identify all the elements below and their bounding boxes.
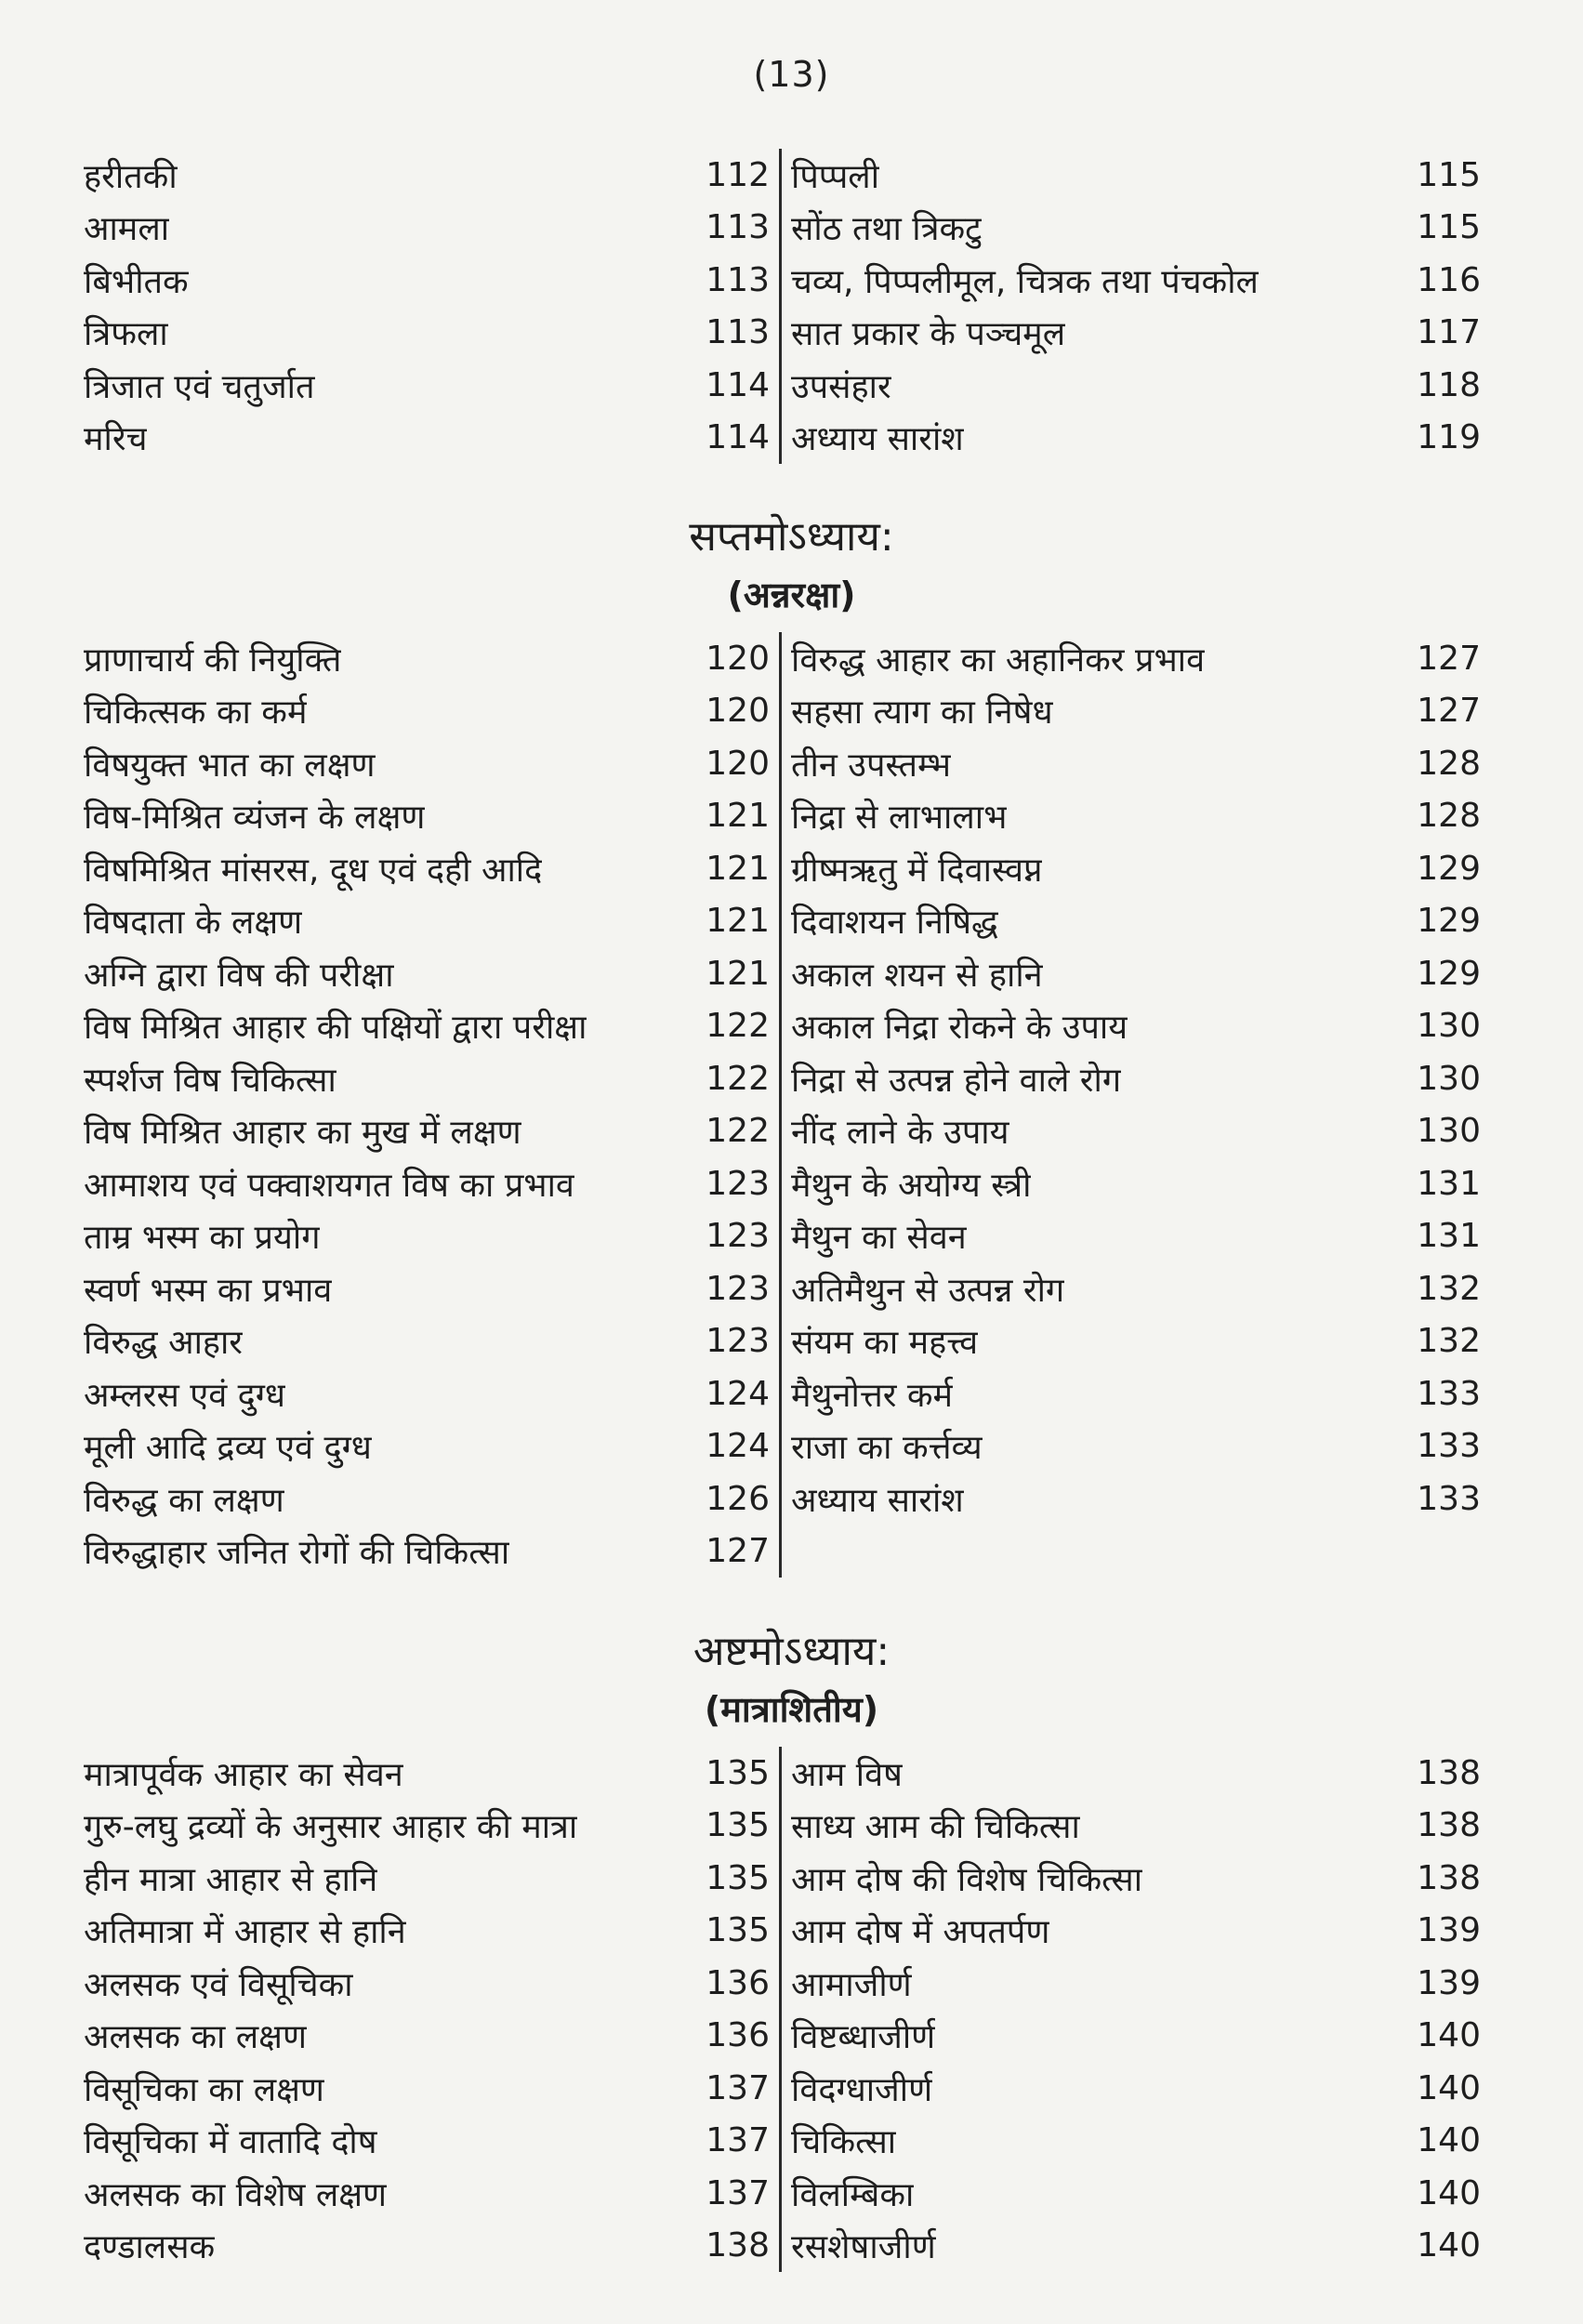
toc-entry: [84, 1525, 779, 1578]
toc-section-chapter7: [0, 508, 1583, 1578]
toc-entry: [84, 2062, 779, 2115]
toc-entry-page-number: 135: [706, 1806, 770, 1845]
toc-table: [0, 632, 1583, 1578]
toc-entry-page-number: 140: [1417, 2016, 1481, 2055]
toc-entry-title: अग्नि द्वारा विष की परीक्षा: [84, 956, 394, 995]
toc-entry-title: उपसंहार: [791, 367, 891, 406]
toc-right-column: [779, 632, 1481, 1578]
toc-entry: [782, 202, 1481, 255]
toc-entry-page-number: 139: [1417, 1963, 1481, 2002]
toc-entry-title: राजा का कर्त्तव्य: [791, 1429, 983, 1468]
toc-entry: [782, 412, 1481, 465]
toc-entry-title: ताम्र भस्म का प्रयोग: [84, 1219, 321, 1258]
toc-entry-page-number: 113: [706, 313, 770, 352]
toc-entry-title: संयम का महत्त्व: [791, 1324, 979, 1363]
toc-entry-page-number: 114: [706, 418, 770, 457]
toc-entry: [84, 1210, 779, 1263]
toc-entry-title: हरीतकी: [84, 157, 178, 196]
toc-entry-title: आमाजीर्ण: [791, 1965, 912, 2004]
toc-entry-title: चिकित्सा: [791, 2123, 897, 2162]
toc-entry-title: विरुद्ध का लक्षण: [84, 1481, 284, 1520]
toc-entry-page-number: 120: [706, 744, 770, 783]
toc-entry-title: अतिमैथुन से उत्पन्न रोग: [791, 1271, 1065, 1310]
toc-entry: [782, 2062, 1481, 2115]
toc-entry: [782, 1210, 1481, 1263]
toc-entry-page-number: 128: [1417, 797, 1481, 836]
toc-entry-title: दिवाशयन निषिद्ध: [791, 904, 998, 943]
toc-entry: [782, 1157, 1481, 1210]
toc-entry-page-number: 137: [706, 2173, 770, 2212]
toc-entry-page-number: 124: [706, 1427, 770, 1466]
toc-entry-title: विलम्बिका: [791, 2175, 915, 2214]
toc-entry-title: सहसा त्याग का निषेध: [791, 693, 1053, 733]
toc-entry-title: सात प्रकार के पञ्चमूल: [791, 315, 1066, 354]
toc-entry-title: तीन उपस्तम्भ: [791, 746, 952, 785]
toc-entry-title: त्रिफला: [84, 315, 168, 354]
toc-entry: [782, 2115, 1481, 2168]
toc-entry-title: आम विष: [791, 1755, 903, 1794]
toc-entry: [84, 1905, 779, 1958]
toc-entry-page-number: 140: [1417, 2226, 1481, 2265]
toc-entry-title: पिप्पली: [791, 157, 880, 196]
toc-entry: [84, 685, 779, 738]
toc-entry-title: चव्य, पिप्पलीमूल, चित्रक तथा पंचकोल: [791, 262, 1259, 301]
chapter-heading: सप्तमोऽध्याय:: [689, 513, 894, 561]
toc-entry: [84, 1315, 779, 1368]
toc-entry: [782, 254, 1481, 307]
toc-entry: [782, 2220, 1481, 2273]
toc-entry: [782, 790, 1481, 843]
toc-entry: [782, 632, 1481, 685]
toc-entry: [782, 359, 1481, 412]
toc-entry-title: दण्डालसक: [84, 2228, 216, 2267]
toc-entry-page-number: 131: [1417, 1217, 1481, 1256]
toc-entry-title: विष मिश्रित आहार की पक्षियों द्वारा परीक्षा: [84, 1009, 587, 1048]
toc-right-column: [779, 1747, 1481, 2272]
toc-entry-page-number: 139: [1417, 1911, 1481, 1950]
toc-entry-page-number: 127: [1417, 639, 1481, 678]
toc-entry-title: आम दोष की विशेष चिकित्सा: [791, 1860, 1143, 1899]
toc-left-column: [84, 632, 779, 1578]
toc-entry-page-number: 123: [706, 1322, 770, 1361]
toc-entry-page-number: 130: [1417, 1112, 1481, 1151]
toc-entry-title: विषमिश्रित मांसरस, दूध एवं दही आदि: [84, 851, 543, 890]
chapter-heading: अष्टमोऽध्याय:: [693, 1628, 890, 1675]
toc-entry-page-number: 121: [706, 797, 770, 836]
toc-entry: [84, 1472, 779, 1525]
toc-entry: [782, 1105, 1481, 1158]
toc-entry: [782, 842, 1481, 895]
toc-entry: [782, 1957, 1481, 2010]
toc-entry-title: अलसक का विशेष लक्षण: [84, 2175, 388, 2214]
toc-entry-title: अध्याय सारांश: [791, 420, 964, 459]
toc-entry-page-number: 138: [1417, 1806, 1481, 1845]
toc-entry-page-number: 129: [1417, 902, 1481, 941]
toc-entry-page-number: 127: [706, 1532, 770, 1571]
toc-entry-page-number: 118: [1417, 365, 1481, 404]
toc-entry: [84, 2115, 779, 2168]
toc-entry-title: रसशेषाजीर्ण: [791, 2228, 936, 2267]
toc-entry-page-number: 119: [1417, 418, 1481, 457]
toc-entry-page-number: 133: [1417, 1374, 1481, 1413]
toc-entry-page-number: 115: [1417, 155, 1481, 194]
toc-entry: [84, 412, 779, 465]
toc-entry: [84, 1747, 779, 1800]
toc-entry-page-number: 129: [1417, 954, 1481, 993]
toc-entry: [782, 1315, 1481, 1368]
toc-entry-page-number: 115: [1417, 208, 1481, 247]
toc-entry: [782, 1000, 1481, 1053]
toc-entry: [84, 1105, 779, 1158]
toc-entry-title: साध्य आम की चिकित्सा: [791, 1808, 1080, 1847]
toc-entry-page-number: 133: [1417, 1479, 1481, 1518]
toc-entry: [84, 1800, 779, 1853]
toc-entry-title: गुरु-लघु द्रव्यों के अनुसार आहार की मात्रा: [84, 1808, 578, 1847]
toc-entry-title: अलसक एवं विसूचिका: [84, 1965, 353, 2004]
toc-entry-page-number: 130: [1417, 1007, 1481, 1046]
toc-entry-page-number: 121: [706, 849, 770, 888]
toc-entry: [782, 947, 1481, 1000]
toc-entry-title: विषयुक्त भात का लक्षण: [84, 746, 376, 785]
chapter-subheading: (अन्नरक्षा): [727, 574, 856, 615]
toc-entry-title: आमला: [84, 210, 170, 249]
toc-entry-page-number: 113: [706, 260, 770, 299]
toc-entry-title: हीन मात्रा आहार से हानि: [84, 1860, 378, 1899]
toc-entry-title: मैथुनोत्तर कर्म: [791, 1376, 954, 1415]
toc-entry-page-number: 120: [706, 639, 770, 678]
toc-entry-title: विसूचिका का लक्षण: [84, 2070, 324, 2109]
toc-entry-page-number: 133: [1417, 1427, 1481, 1466]
toc-entry-title: अम्लरस एवं दुग्ध: [84, 1376, 286, 1415]
toc-table: [0, 149, 1583, 464]
toc-entry-page-number: 130: [1417, 1059, 1481, 1098]
page-number: (13): [753, 54, 830, 95]
toc-entry-title: सोंठ तथा त्रिकटु: [791, 210, 983, 249]
toc-entry-page-number: 140: [1417, 2173, 1481, 2212]
toc-entry-title: बिभीतक: [84, 262, 189, 301]
toc-entry-title: विषदाता के लक्षण: [84, 904, 303, 943]
toc-entry-page-number: 135: [706, 1911, 770, 1950]
toc-entry-title: अध्याय सारांश: [791, 1481, 964, 1520]
toc-entry-page-number: 140: [1417, 2068, 1481, 2107]
toc-entry: [782, 1472, 1481, 1525]
toc-entry: [782, 1852, 1481, 1905]
toc-entry: [84, 895, 779, 948]
toc-entry-page-number: 138: [706, 2226, 770, 2265]
toc-entry-page-number: 136: [706, 1963, 770, 2002]
toc-entry-page-number: 122: [706, 1112, 770, 1151]
toc-entry-page-number: 121: [706, 954, 770, 993]
toc-entry-page-number: 114: [706, 365, 770, 404]
toc-entry: [84, 1262, 779, 1315]
toc-entry-title: विष्टब्धाजीर्ण: [791, 2018, 936, 2057]
toc-entry: [782, 685, 1481, 738]
toc-entry-page-number: 124: [706, 1374, 770, 1413]
toc-left-column: [84, 1747, 779, 2272]
toc-entry: [84, 790, 779, 843]
toc-entry-title: मरिच: [84, 420, 148, 459]
toc-entry-page-number: 123: [706, 1164, 770, 1203]
toc-entry-title: चिकित्सक का कर्म: [84, 693, 308, 733]
toc-entry-page-number: 140: [1417, 2121, 1481, 2160]
toc-entry-page-number: 116: [1417, 260, 1481, 299]
toc-entry-page-number: 138: [1417, 1753, 1481, 1792]
toc-entry: [84, 1420, 779, 1473]
toc-entry: [84, 1000, 779, 1053]
toc-entry: [782, 1367, 1481, 1420]
toc-entry-title: त्रिजात एवं चतुर्जात: [84, 367, 315, 406]
toc-entry: [84, 2167, 779, 2220]
toc-entry-page-number: 123: [706, 1217, 770, 1256]
toc-entry-page-number: 138: [1417, 1858, 1481, 1897]
toc-entry: [84, 737, 779, 790]
toc-entry-title: स्वर्ण भस्म का प्रभाव: [84, 1271, 333, 1310]
toc-entry-page-number: 129: [1417, 849, 1481, 888]
toc-entry: [782, 149, 1481, 202]
toc-entry-page-number: 117: [1417, 313, 1481, 352]
toc-entry: [782, 895, 1481, 948]
toc-entry-title: विरुद्ध आहार का अहानिकर प्रभाव: [791, 640, 1206, 680]
toc-entry-title: अतिमात्रा में आहार से हानि: [84, 1913, 406, 1952]
toc-entry-page-number: 127: [1417, 692, 1481, 731]
toc-entry-page-number: 135: [706, 1753, 770, 1792]
toc-entry: [84, 947, 779, 1000]
toc-entry-title: अकाल शयन से हानि: [791, 956, 1043, 995]
toc-entry-title: मैथुन के अयोग्य स्त्री: [791, 1166, 1032, 1205]
toc-entry-title: विरुद्धाहार जनित रोगों की चिकित्सा: [84, 1534, 510, 1573]
toc-entry-title: अकाल निद्रा रोकने के उपाय: [791, 1009, 1128, 1048]
toc-table: [0, 1747, 1583, 2272]
toc-entry-title: मूली आदि द्रव्य एवं दुग्ध: [84, 1429, 372, 1468]
toc-entry: [84, 2220, 779, 2273]
toc-entry-page-number: 126: [706, 1479, 770, 1518]
toc-section-chapter8: [0, 1622, 1583, 2272]
toc-entry-title: निद्रा से उत्पन्न होने वाले रोग: [791, 1061, 1122, 1100]
toc-entry: [782, 1420, 1481, 1473]
toc-entry: [782, 307, 1481, 360]
toc-entry-title: विरुद्ध आहार: [84, 1324, 244, 1363]
toc-entry: [782, 1747, 1481, 1800]
toc-entry-title: मात्रापूर्वक आहार का सेवन: [84, 1755, 403, 1794]
toc-entry-title: ग्रीष्मऋतु में दिवास्वप्न: [791, 851, 1043, 890]
toc-entry-page-number: 113: [706, 208, 770, 247]
toc-entry-title: आम दोष में अपतर्पण: [791, 1913, 1050, 1952]
toc-entry-page-number: 132: [1417, 1269, 1481, 1308]
toc-entry-page-number: 122: [706, 1007, 770, 1046]
toc-right-column: [779, 149, 1481, 464]
toc-entry: [84, 1052, 779, 1105]
toc-entry: [84, 1157, 779, 1210]
chapter-subheading: (मात्राशितीय): [704, 1689, 879, 1730]
toc-section-chapter6-tail: [0, 149, 1583, 464]
toc-entry: [782, 1905, 1481, 1958]
toc-entry: [84, 1957, 779, 2010]
toc-entry: [84, 202, 779, 255]
toc-entry: [782, 2167, 1481, 2220]
toc-entry: [782, 737, 1481, 790]
toc-entry-title: विष मिश्रित आहार का मुख में लक्षण: [84, 1114, 521, 1153]
toc-entry-title: प्राणाचार्य की नियुक्ति: [84, 640, 342, 680]
toc-entry: [84, 1367, 779, 1420]
toc-entry: [84, 632, 779, 685]
toc-entry: [84, 359, 779, 412]
toc-entry-page-number: 137: [706, 2068, 770, 2107]
toc-entry-page-number: 135: [706, 1858, 770, 1897]
toc-entry-page-number: 120: [706, 692, 770, 731]
toc-entry-page-number: 121: [706, 902, 770, 941]
toc-left-column: [84, 149, 779, 464]
toc-entry: [84, 149, 779, 202]
toc-entry-title: निद्रा से लाभालाभ: [791, 799, 1008, 838]
toc-entry-title: मैथुन का सेवन: [791, 1219, 967, 1258]
toc-entry-page-number: 128: [1417, 744, 1481, 783]
toc-entry-page-number: 132: [1417, 1322, 1481, 1361]
toc-entry: [782, 1800, 1481, 1853]
toc-entry-title: स्पर्शज विष चिकित्सा: [84, 1061, 336, 1100]
toc-entry: [84, 1852, 779, 1905]
toc-entry: [84, 842, 779, 895]
toc-entry: [782, 1052, 1481, 1105]
toc-entry-page-number: 112: [706, 155, 770, 194]
toc-entry: [84, 2010, 779, 2063]
toc-entry-title: विष-मिश्रित व्यंजन के लक्षण: [84, 799, 426, 838]
toc-entry-page-number: 136: [706, 2016, 770, 2055]
toc-entry-title: नींद लाने के उपाय: [791, 1114, 1009, 1153]
toc-entry-page-number: 123: [706, 1269, 770, 1308]
toc-entry-title: विसूचिका में वातादि दोष: [84, 2123, 377, 2162]
toc-entry: [84, 254, 779, 307]
toc-entry-page-number: 122: [706, 1059, 770, 1098]
toc-entry-title: आमाशय एवं पक्वाशयगत विष का प्रभाव: [84, 1166, 574, 1205]
toc-entry: [782, 1262, 1481, 1315]
toc-entry-page-number: 137: [706, 2121, 770, 2160]
toc-entry-title: विदग्धाजीर्ण: [791, 2070, 933, 2109]
toc-entry: [782, 2010, 1481, 2063]
toc-entry: [84, 307, 779, 360]
toc-entry-title: अलसक का लक्षण: [84, 2018, 308, 2057]
toc-entry-page-number: 131: [1417, 1164, 1481, 1203]
